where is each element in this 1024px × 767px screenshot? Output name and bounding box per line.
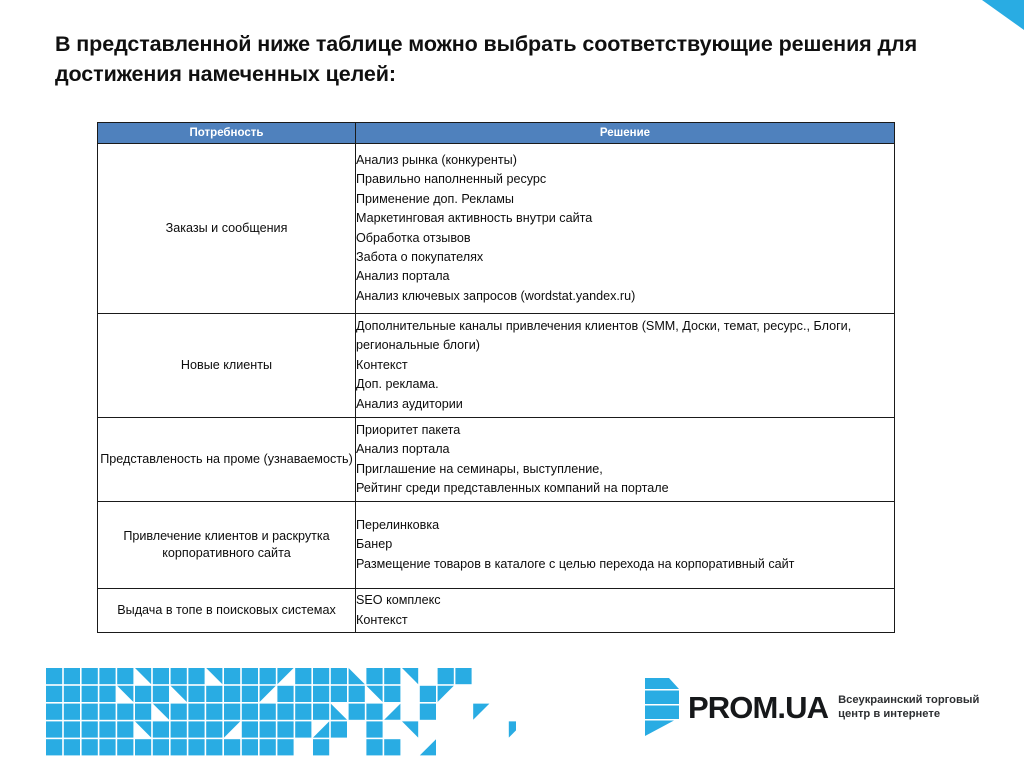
need-cell: Заказы и сообщения [98,144,356,314]
prom-tagline [838,693,979,722]
solution-line: Маркетинговая активность внутри сайта [356,211,593,226]
prom-wordmark: PROM.UA [688,689,829,725]
solution-line: Размещение товаров в каталоге с целью перехода на корпоративный сайт [356,556,795,571]
solutions-table-container [97,122,894,633]
need-cell: Привлечение клиентов и раскрутка корпоративного сайта [98,502,356,589]
solution-line: Обработка отзывов [356,230,471,245]
solution-line: Доп. реклама. [356,377,439,392]
table-row [98,418,895,502]
solutions-table [97,122,895,633]
prom-tagline-line2: центр в интернете [838,708,941,720]
prom-ua-logo [645,676,979,738]
solution-line: Контекст [356,357,408,372]
solution-cell [356,144,895,314]
solution-line: Анализ портала [356,269,450,284]
column-header-need: Потребность [98,123,356,144]
solution-line: Анализ рынка (конкуренты) [356,152,517,167]
corner-accent-triangle [982,0,1024,30]
column-header-solution: Решение [356,123,895,144]
need-cell: Новые клиенты [98,314,356,418]
table-row [98,502,895,589]
solution-line: Дополнительные каналы привлечения клиентов (SMM, Доски, темат, ресурс., Блоги, региональные блоги) [356,318,852,353]
table-row [98,144,895,314]
page-title: В представленной ниже таблице можно выбрать соответствующие решения для достижения намеченных целей: [55,32,918,86]
table-header-row [98,123,895,144]
solution-line: Анализ ключевых запросов (wordstat.yandex.ru) [356,288,636,303]
solution-line: Приоритет пакета [356,422,461,437]
solution-line: Контекст [356,612,408,627]
solution-line: Перелинковка [356,517,440,532]
solution-line: Правильно наполненный ресурс [356,172,547,187]
solution-line: Применение доп. Рекламы [356,191,514,206]
solution-line: SEO комплекс [356,593,441,608]
solution-line: Анализ аудитории [356,396,463,411]
solution-line: Анализ портала [356,442,450,457]
table-row [98,314,895,418]
prom-tagline-line1: Всеукраинский торговый [838,693,980,706]
need-cell: Представленость на проме (узнаваемость) [98,418,356,502]
solution-cell [356,589,895,633]
solution-cell [356,314,895,418]
solution-cell [356,502,895,589]
solution-line: Банер [356,537,393,552]
table-body [98,144,895,633]
table-header [98,123,895,144]
solution-line: Рейтинг среди представленных компаний на портале [356,480,669,495]
solution-line: Приглашение на семинары, выступление, [356,461,603,476]
mosaic-decorative-logo [46,668,516,758]
table-row [98,589,895,633]
solution-cell [356,418,895,502]
need-cell: Выдача в топе в поисковых системах [98,589,356,633]
solution-line: Забота о покупателях [356,249,484,264]
prom-triangle-mark-icon [645,678,679,736]
